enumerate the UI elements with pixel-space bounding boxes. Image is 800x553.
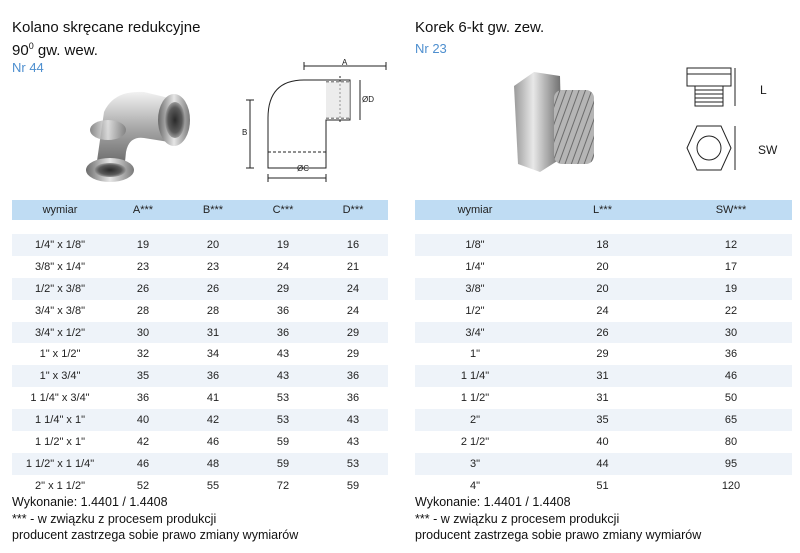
elbow-table-cell: 1/4" x 1/8": [12, 234, 108, 256]
elbow-table-row: [12, 278, 388, 300]
elbow-technical-drawing: [240, 60, 390, 182]
elbow-table-row: [12, 409, 388, 431]
elbow-table-cell: 29: [248, 278, 318, 300]
elbow-table-cell: 16: [318, 234, 388, 256]
elbow-table-cell: 36: [108, 387, 178, 409]
elbow-note-disclaimer-2: producent zastrzega sobie prawo zmiany wymiarów: [12, 528, 299, 542]
elbow-table-row: [12, 431, 388, 453]
plug-table-cell: 29: [535, 343, 670, 365]
elbow-table-cell: 32: [108, 343, 178, 365]
elbow-table: [12, 200, 388, 497]
elbow-table-cell: 23: [108, 256, 178, 278]
plug-table-cell: 22: [670, 300, 792, 322]
plug-table-header-cell: wymiar: [415, 200, 535, 220]
plug-table: [415, 200, 792, 497]
elbow-table-cell: 24: [318, 278, 388, 300]
elbow-table-header-cell: C***: [248, 200, 318, 220]
plug-table-row: [415, 256, 792, 278]
plug-table-cell: 40: [535, 431, 670, 453]
elbow-table-cell: 59: [248, 453, 318, 475]
elbow-table-cell: 19: [108, 234, 178, 256]
elbow-label-b: B: [242, 128, 248, 137]
elbow-table-cell: 43: [318, 409, 388, 431]
elbow-table-row: [12, 256, 388, 278]
plug-table-cell: 24: [535, 300, 670, 322]
plug-table-cell: 18: [535, 234, 670, 256]
plug-table-cell: 120: [670, 475, 792, 497]
plug-table-cell: 30: [670, 322, 792, 344]
elbow-table-cell: 1 1/4" x 3/4": [12, 387, 108, 409]
plug-note-material: Wykonanie: 1.4401 / 1.4408: [415, 495, 571, 509]
elbow-table-cell: 59: [248, 431, 318, 453]
plug-table-cell: 46: [670, 365, 792, 387]
elbow-table-row: [12, 300, 388, 322]
plug-table-cell: 12: [670, 234, 792, 256]
plug-table-cell: 19: [670, 278, 792, 300]
elbow-table-cell: 1" x 3/4": [12, 365, 108, 387]
plug-title: Korek 6-kt gw. zew.: [415, 19, 545, 36]
elbow-table-cell: 36: [318, 365, 388, 387]
elbow-note-disclaimer-1: *** - w związku z procesem produkcji: [12, 511, 217, 526]
plug-table-cell: 31: [535, 387, 670, 409]
plug-table-cell: 1/4": [415, 256, 535, 278]
elbow-photo: [74, 72, 204, 187]
plug-table-cell: 2": [415, 409, 535, 431]
elbow-table-cell: 1" x 1/2": [12, 343, 108, 365]
plug-table-cell: 80: [670, 431, 792, 453]
elbow-table-cell: 19: [248, 234, 318, 256]
elbow-table-cell: 36: [248, 322, 318, 344]
elbow-nr: Nr 44: [12, 60, 44, 75]
plug-table-cell: 20: [535, 256, 670, 278]
elbow-label-a: A: [342, 58, 348, 67]
plug-table-row: [415, 322, 792, 344]
elbow-table-cell: 21: [318, 256, 388, 278]
elbow-table-row: [12, 387, 388, 409]
elbow-table-cell: 55: [178, 475, 248, 497]
elbow-table-cell: 36: [178, 365, 248, 387]
elbow-table-row: [12, 343, 388, 365]
elbow-table-cell: 43: [248, 365, 318, 387]
elbow-table-cell: 36: [318, 387, 388, 409]
elbow-table-cell: 53: [248, 409, 318, 431]
plug-table-cell: 20: [535, 278, 670, 300]
elbow-table-cell: 24: [318, 300, 388, 322]
elbow-table-cell: 20: [178, 234, 248, 256]
elbow-table-cell: 40: [108, 409, 178, 431]
plug-table-cell: 3": [415, 453, 535, 475]
elbow-notes: [12, 494, 298, 544]
plug-table-row: [415, 453, 792, 475]
plug-table-cell: 1": [415, 343, 535, 365]
plug-table-row: [415, 409, 792, 431]
plug-table-row: [415, 278, 792, 300]
elbow-table-cell: 28: [178, 300, 248, 322]
plug-technical-drawing: [683, 60, 753, 182]
plug-note-disclaimer-2: producent zastrzega sobie prawo zmiany wymiarów: [415, 528, 702, 542]
elbow-table-cell: 41: [178, 387, 248, 409]
plug-photo: [510, 68, 600, 180]
elbow-table-cell: 24: [248, 256, 318, 278]
plug-table-cell: 51: [535, 475, 670, 497]
plug-table-cell: 4": [415, 475, 535, 497]
elbow-label-c: ØC: [297, 164, 309, 173]
plug-notes: [415, 494, 701, 544]
elbow-panel: [12, 0, 388, 553]
elbow-table-cell: 3/4" x 3/8": [12, 300, 108, 322]
elbow-table-cell: 29: [318, 343, 388, 365]
elbow-table-header-cell: D***: [318, 200, 388, 220]
elbow-table-cell: 34: [178, 343, 248, 365]
plug-table-spacer-row: [415, 220, 792, 234]
plug-table-row: [415, 387, 792, 409]
elbow-table-header-cell: wymiar: [12, 200, 108, 220]
elbow-table-cell: 42: [108, 431, 178, 453]
elbow-table-cell: 48: [178, 453, 248, 475]
elbow-title: Kolano skręcane redukcyjne: [12, 19, 201, 36]
elbow-table-cell: 1/2" x 3/8": [12, 278, 108, 300]
elbow-table-row: [12, 322, 388, 344]
elbow-table-cell: 30: [108, 322, 178, 344]
plug-table-header-cell: SW***: [670, 200, 792, 220]
plug-table-row: [415, 365, 792, 387]
elbow-table-cell: 53: [318, 453, 388, 475]
elbow-table-row: [12, 365, 388, 387]
plug-label-l: L: [760, 83, 767, 97]
plug-table-cell: 1/8": [415, 234, 535, 256]
plug-label-sw: SW: [758, 143, 778, 157]
plug-table-row: [415, 234, 792, 256]
elbow-table-cell: 26: [178, 278, 248, 300]
plug-table-row: [415, 431, 792, 453]
plug-table-cell: 95: [670, 453, 792, 475]
plug-table-header-cell: L***: [535, 200, 670, 220]
elbow-table-cell: 53: [248, 387, 318, 409]
elbow-table-cell: 28: [108, 300, 178, 322]
plug-table-cell: 1 1/4": [415, 365, 535, 387]
plug-table-cell: 44: [535, 453, 670, 475]
elbow-table-cell: 3/4" x 1/2": [12, 322, 108, 344]
plug-table-cell: 26: [535, 322, 670, 344]
elbow-table-cell: 2" x 1 1/2": [12, 475, 108, 497]
elbow-table-cell: 36: [248, 300, 318, 322]
elbow-table-cell: 42: [178, 409, 248, 431]
elbow-table-header-cell: B***: [178, 200, 248, 220]
elbow-table-row: [12, 234, 388, 256]
elbow-table-spacer-row: [12, 220, 388, 234]
elbow-note-material: Wykonanie: 1.4401 / 1.4408: [12, 495, 168, 509]
plug-table-cell: 3/8": [415, 278, 535, 300]
plug-note-disclaimer-1: *** - w związku z procesem produkcji: [415, 511, 620, 526]
elbow-table-cell: 46: [178, 431, 248, 453]
elbow-table-cell: 23: [178, 256, 248, 278]
elbow-label-d: ØD: [362, 95, 374, 104]
plug-table-cell: 1/2": [415, 300, 535, 322]
elbow-table-cell: 35: [108, 365, 178, 387]
plug-table-cell: 1 1/2": [415, 387, 535, 409]
elbow-table-cell: 1 1/2" x 1 1/4": [12, 453, 108, 475]
elbow-table-cell: 1 1/2" x 1": [12, 431, 108, 453]
plug-table-row: [415, 300, 792, 322]
plug-table-cell: 36: [670, 343, 792, 365]
elbow-subtitle: $90^0$ gw. wew.: [12, 41, 98, 59]
plug-table-cell: 2 1/2": [415, 431, 535, 453]
plug-table-cell: 50: [670, 387, 792, 409]
plug-panel: [415, 0, 792, 553]
elbow-table-row: [12, 453, 388, 475]
plug-table-cell: 65: [670, 409, 792, 431]
plug-table-cell: 17: [670, 256, 792, 278]
elbow-table-cell: 59: [318, 475, 388, 497]
plug-table-row: [415, 343, 792, 365]
elbow-table-cell: 46: [108, 453, 178, 475]
elbow-table-cell: 43: [248, 343, 318, 365]
elbow-table-cell: 43: [318, 431, 388, 453]
elbow-table-header-cell: A***: [108, 200, 178, 220]
elbow-table-cell: 29: [318, 322, 388, 344]
plug-table-cell: 35: [535, 409, 670, 431]
plug-nr: Nr 23: [415, 41, 447, 56]
elbow-table-cell: 72: [248, 475, 318, 497]
plug-table-cell: 31: [535, 365, 670, 387]
elbow-table-cell: 1 1/4" x 1": [12, 409, 108, 431]
plug-table-cell: 3/4": [415, 322, 535, 344]
elbow-table-cell: 26: [108, 278, 178, 300]
elbow-table-cell: 52: [108, 475, 178, 497]
elbow-table-cell: 3/8" x 1/4": [12, 256, 108, 278]
elbow-table-cell: 31: [178, 322, 248, 344]
